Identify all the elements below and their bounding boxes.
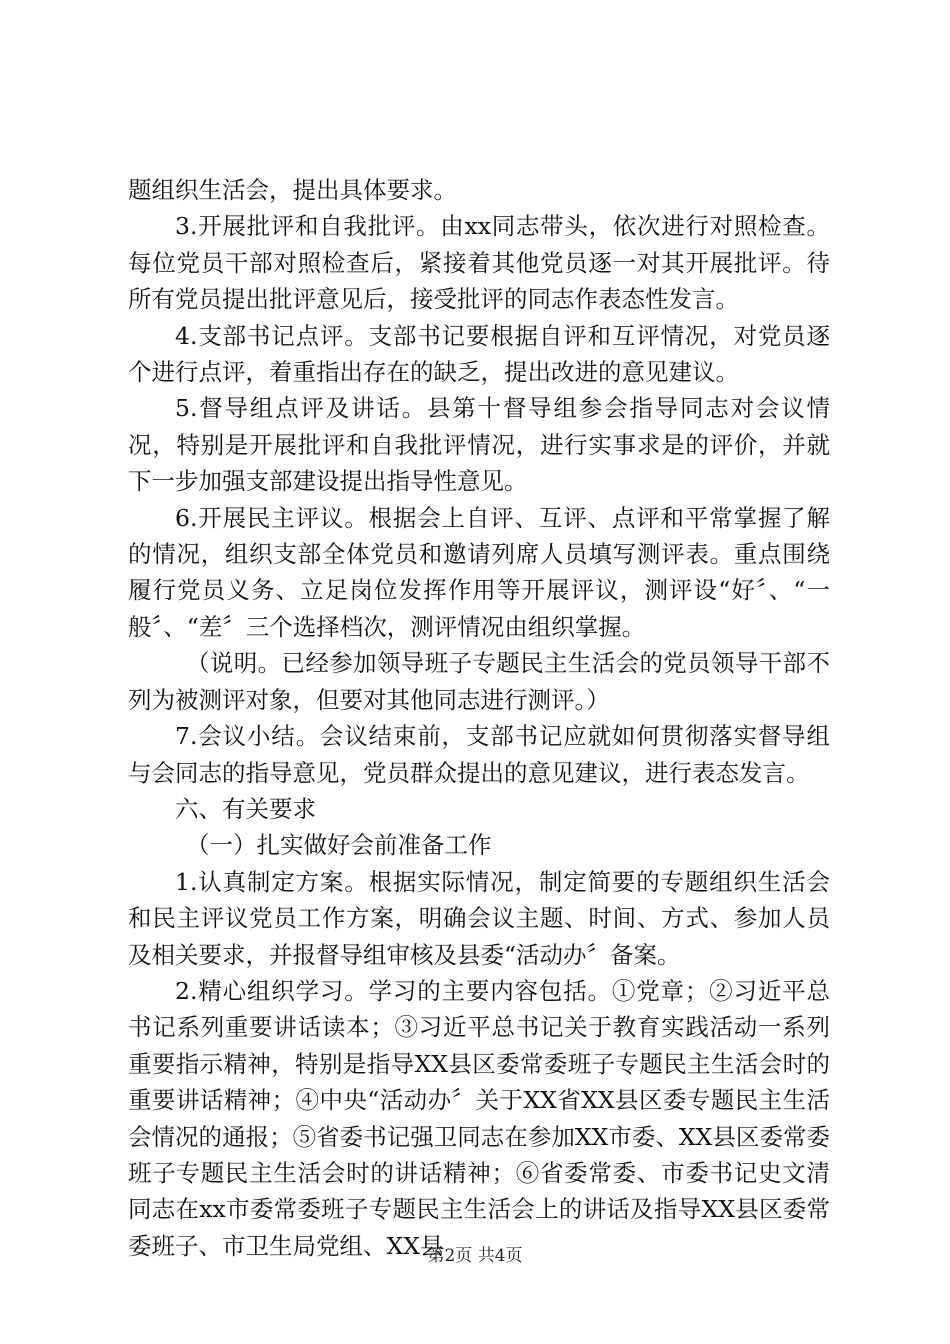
paragraph-note: （说明。已经参加领导班子专题民主生活会的党员领导干部不列为被测评对象，但要对其他同志进行测评。） xyxy=(128,649,830,714)
paragraph: 题组织生活会，提出具体要求。 xyxy=(128,176,457,204)
paragraph: 1.认真制定方案。根据实际情况，制定简要的专题组织生活会和民主评议党员工作方案，明确会议主题、时间、方式、参加人员及相关要求，并报督导组审核及县委“活动办〞备案。 xyxy=(128,867,830,969)
page-number-footer: 第2页 共4页 xyxy=(427,1246,523,1266)
paragraph: 7.会议小结。会议结束前，支部书记应就如何贯彻落实督导组与会同志的指导意见，党员群众提出的意见建议，进行表态发言。 xyxy=(128,722,830,787)
paragraph: 3.开展批评和自我批评。由xx同志带头，依次进行对照检查。每位党员干部对照检查后，紧接着其他党员逐一对其开展批评。待所有党员提出批评意见后，接受批评的同志作表态性发言。 xyxy=(128,212,830,314)
paragraph: 5.督导组点评及讲话。县第十督导组参会指导同志对会议情况，特别是开展批评和自我批评情况，进行实事求是的评价，并就下一步加强支部建设提出指导性意见。 xyxy=(128,394,830,496)
paragraph: 6.开展民主评议。根据会上自评、互评、点评和平常掌握了解的情况，组织支部全体党员和邀请列席人员填写测评表。重点围绕履行党员义务、立足岗位发挥作用等开展评议，测评设“好〞、“一般〞、“差〞三个选择档次，测评情况由组织掌握。 xyxy=(128,503,830,641)
paragraph: 4.支部书记点评。支部书记要根据自评和互评情况，对党员逐个进行点评，着重指出存在的缺乏，提出改进的意见建议。 xyxy=(128,321,830,387)
section-heading: 六、有关要求 xyxy=(175,794,316,823)
subsection-heading: （一）扎实做好会前准备工作 xyxy=(186,831,492,860)
paragraph: 2.精心组织学习。学习的主要内容包括。①党章；②习近平总书记系列重要讲话读本；③习近平总书记关于教育实践活动一系列重要指示精神，特别是指导XX县区委常委班子专题民主生活会时的重要讲话精神；④中央“活动办〞关于XX省XX县区委专题民主生活会情况的通报；⑤省委书记强卫同志在参加XX市委、XX县区委常委班子专题民主生活会时的讲话精神；⑥省委常委、市委书记史文清同志在xx市委常委班子专题民主生活会上的讲话及指导XX县区委常委班子、市卫生局党组、XX县 xyxy=(128,976,830,1260)
document-body xyxy=(128,172,830,1264)
